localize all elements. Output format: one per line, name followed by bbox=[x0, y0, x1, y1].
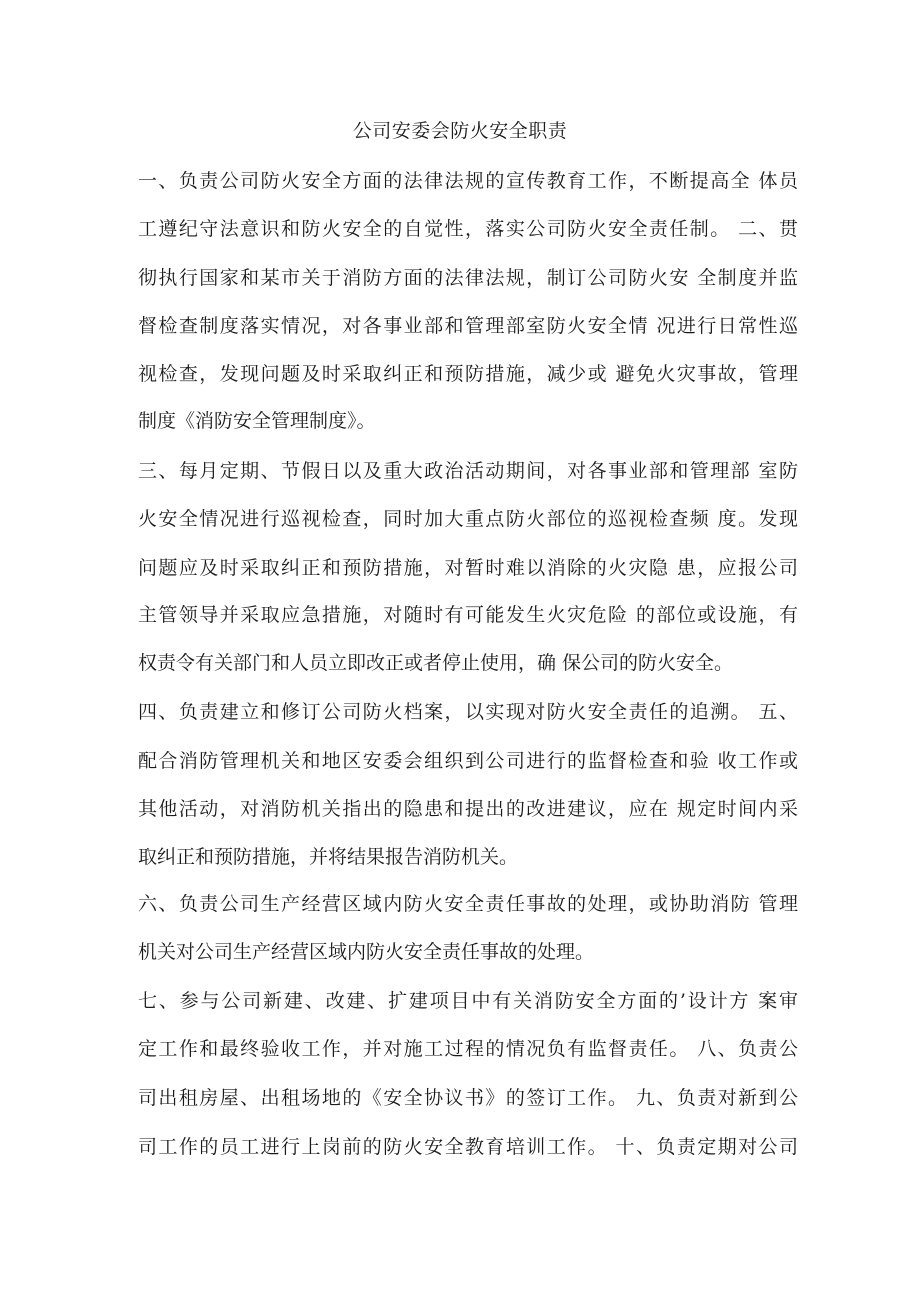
body-line: 一、负责公司防火安全方面的法律法规的宣传教育工作，不断提高全 体员 bbox=[138, 170, 798, 192]
body-line: 七、参与公司新建、改建、扩建项目中有关消防安全方面的’设计方 案审 bbox=[138, 990, 798, 1012]
body-line: 权责令有关部门和人员立即改正或者停止使用，确 保公司的防火安全。 bbox=[138, 652, 734, 674]
body-line: 配合消防管理机关和地区安委会组织到公司进行的监督检查和验 收工作或 bbox=[138, 750, 798, 772]
body-line: 定工作和最终验收工作，并对施工过程的情况负有监督责任。 八、负责公 bbox=[138, 1038, 798, 1060]
body-line: 机关对公司生产经营区域内防火安全责任事故的处理。 bbox=[138, 941, 595, 963]
body-line: 四、负责建立和修订公司防火档案，以实现对防火安全责任的追溯。 五、 bbox=[138, 701, 798, 723]
body-line: 火安全情况进行巡视检查，同时加大重点防火部位的巡视检查频 度。发现 bbox=[138, 508, 798, 530]
body-line: 主管领导并采取应急措施，对随时有可能发生火灾危险 的部位或设施，有 bbox=[138, 604, 798, 626]
document-title: 公司安委会防火安全职责 bbox=[352, 120, 568, 142]
body-line: 司工作的员工进行上岗前的防火安全教育培训工作。 十、负责定期对公司 bbox=[138, 1136, 798, 1158]
body-line: 工遵纪守法意识和防火安全的自觉性，落实公司防火安全责任制。 二、贯 bbox=[138, 218, 798, 240]
body-line: 其他活动，对消防机关指出的隐患和提出的改进建议，应在 规定时间内采 bbox=[138, 798, 798, 820]
body-line: 问题应及时采取纠正和预防措施，对暂时难以消除的火灾隐 患，应报公司 bbox=[138, 557, 798, 579]
body-line: 六、负责公司生产经营区域内防火安全责任事故的处理，或协助消防 管理 bbox=[138, 893, 798, 915]
body-line: 制度《消防安全管理制度》。 bbox=[138, 410, 376, 432]
body-line: 督检查制度落实情况，对各事业部和管理部室防火安全情 况进行日常性巡 bbox=[138, 315, 798, 337]
body-line: 司出租房屋、出租场地的《安全协议书》的签订工作。 九、负责对新到公 bbox=[138, 1087, 798, 1109]
body-line: 彻执行国家和某市关于消防方面的法律法规，制订公司防火安 全制度并监 bbox=[138, 267, 798, 289]
body-line: 三、每月定期、节假日以及重大政治活动期间，对各事业部和管理部 室防 bbox=[138, 460, 798, 482]
body-line: 视检查，发现问题及时采取纠正和预防措施，减少或 避免火灾事故，管理 bbox=[138, 363, 798, 385]
body-line: 取纠正和预防措施，并将结果报告消防机关。 bbox=[138, 846, 519, 868]
